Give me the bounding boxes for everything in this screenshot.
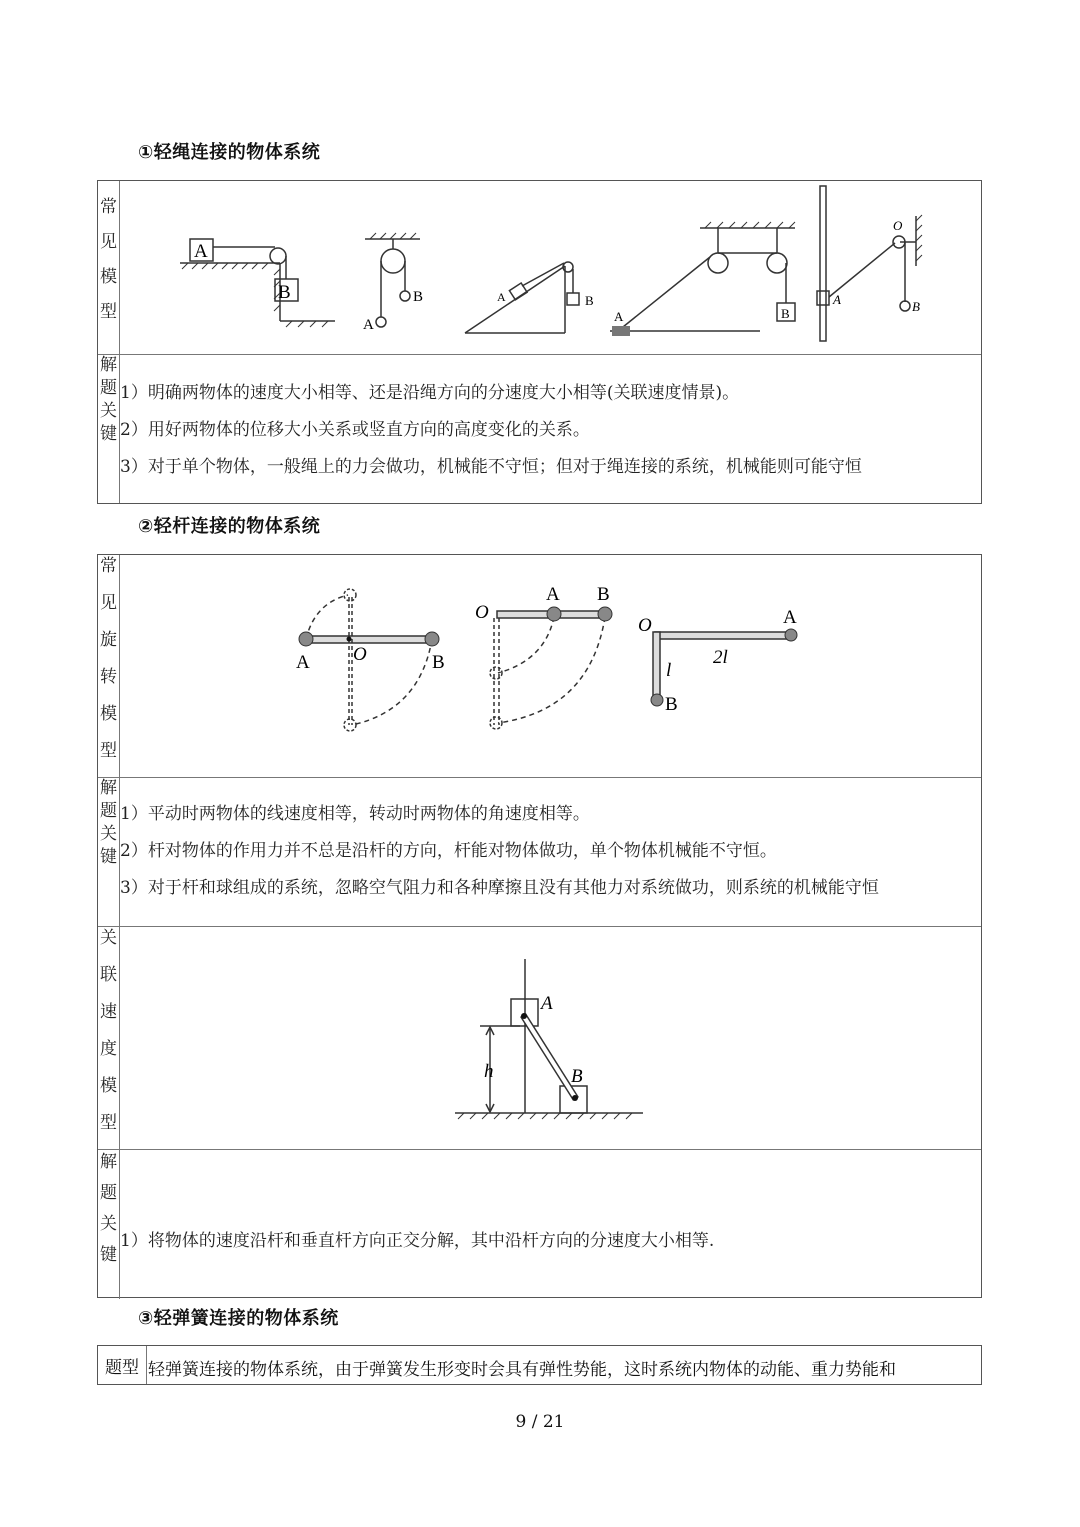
label-b: B xyxy=(278,282,291,303)
svg-text:A: A xyxy=(497,290,506,304)
assoc-key-1: 1）将物体的速度沿杆和垂直杆方向正交分解，其中沿杆方向的分速度大小相等. xyxy=(120,1231,715,1251)
svg-text:l: l xyxy=(666,660,672,681)
rod-models-row xyxy=(98,555,981,778)
row-label-question-type: 题型 xyxy=(98,1346,147,1384)
row-label-rotation-models: 常 见 旋 转 模 型 xyxy=(98,555,120,777)
spring-type-text: 轻弹簧连接的物体系统，由于弹簧发生形变时会具有弹性势能，这时系统内物体的动能、重力势能和 xyxy=(148,1360,896,1380)
rope-keys-row xyxy=(98,355,981,503)
row-label-key-points: 解 题 关 键 xyxy=(98,1150,120,1299)
svg-text:O: O xyxy=(893,218,903,233)
section1-title: ①轻绳连接的物体系统 xyxy=(138,142,321,163)
rope-models-row xyxy=(98,181,981,355)
rod-key-1: 1）平动时两物体的线速度相等，转动时两物体的角速度相等。 xyxy=(120,804,590,824)
svg-text:O: O xyxy=(353,644,367,665)
svg-text:A: A xyxy=(541,993,553,1014)
spring-type-row xyxy=(98,1346,981,1384)
rod-key-3: 3）对于杆和球组成的系统，忽略空气阻力和各种摩擦且没有其他力对系统做功，则系统的机械能守恒 xyxy=(120,878,879,898)
svg-text:A: A xyxy=(363,317,374,333)
assoc-model-row xyxy=(98,927,981,1150)
page-number: 9 / 21 xyxy=(515,1412,565,1432)
section3-title: ③轻弹簧连接的物体系统 xyxy=(138,1308,339,1329)
row-label-common-models: 常 见 模 型 xyxy=(98,181,120,354)
rope-key-1: 1）明确两物体的速度大小相等、还是沿绳方向的分速度大小相等(关联速度情景)。 xyxy=(120,383,740,403)
assoc-velocity-diagram xyxy=(120,927,982,1150)
svg-text:B: B xyxy=(571,1066,583,1087)
svg-text:B: B xyxy=(665,694,678,715)
rod-keys-row xyxy=(98,778,981,927)
row-label-key-points: 解 题 关 键 xyxy=(98,355,120,503)
svg-text:B: B xyxy=(585,293,594,308)
rope-system-table xyxy=(97,180,982,504)
svg-text:2l: 2l xyxy=(713,647,728,668)
svg-text:B: B xyxy=(781,306,790,321)
row-label-assoc-velocity-model: 关 联 速 度 模 型 xyxy=(98,927,120,1149)
rope-models-diagram xyxy=(120,181,982,355)
rod-key-2: 2）杆对物体的作用力并不总是沿杆的方向，杆能对物体做功，单个物体机械能不守恒。 xyxy=(120,841,777,861)
assoc-keys-row xyxy=(98,1150,981,1299)
svg-text:A: A xyxy=(546,584,560,605)
row-label-key-points: 解 题 关 键 xyxy=(98,778,120,926)
rope-key-2: 2）用好两物体的位移大小关系或竖直方向的高度变化的关系。 xyxy=(120,420,590,440)
svg-text:A: A xyxy=(833,292,841,307)
svg-text:h: h xyxy=(484,1061,494,1082)
svg-text:O: O xyxy=(638,615,652,636)
svg-text:B: B xyxy=(432,652,445,673)
svg-text:A: A xyxy=(614,309,624,324)
spring-system-table xyxy=(97,1345,982,1385)
svg-text:A: A xyxy=(296,652,310,673)
label-a: A xyxy=(194,241,208,262)
rod-system-table xyxy=(97,554,982,1298)
svg-text:B: B xyxy=(413,289,424,305)
section2-title: ②轻杆连接的物体系统 xyxy=(138,516,321,537)
rotation-models-diagram xyxy=(120,555,982,778)
svg-text:B: B xyxy=(912,299,920,314)
svg-text:A: A xyxy=(783,607,797,628)
svg-text:B: B xyxy=(597,584,610,605)
rope-models-figures xyxy=(120,181,981,354)
svg-text:O: O xyxy=(475,602,489,623)
rope-key-3: 3）对于单个物体，一般绳上的力会做功，机械能不守恒；但对于绳连接的系统，机械能则可能守恒 xyxy=(120,457,862,477)
